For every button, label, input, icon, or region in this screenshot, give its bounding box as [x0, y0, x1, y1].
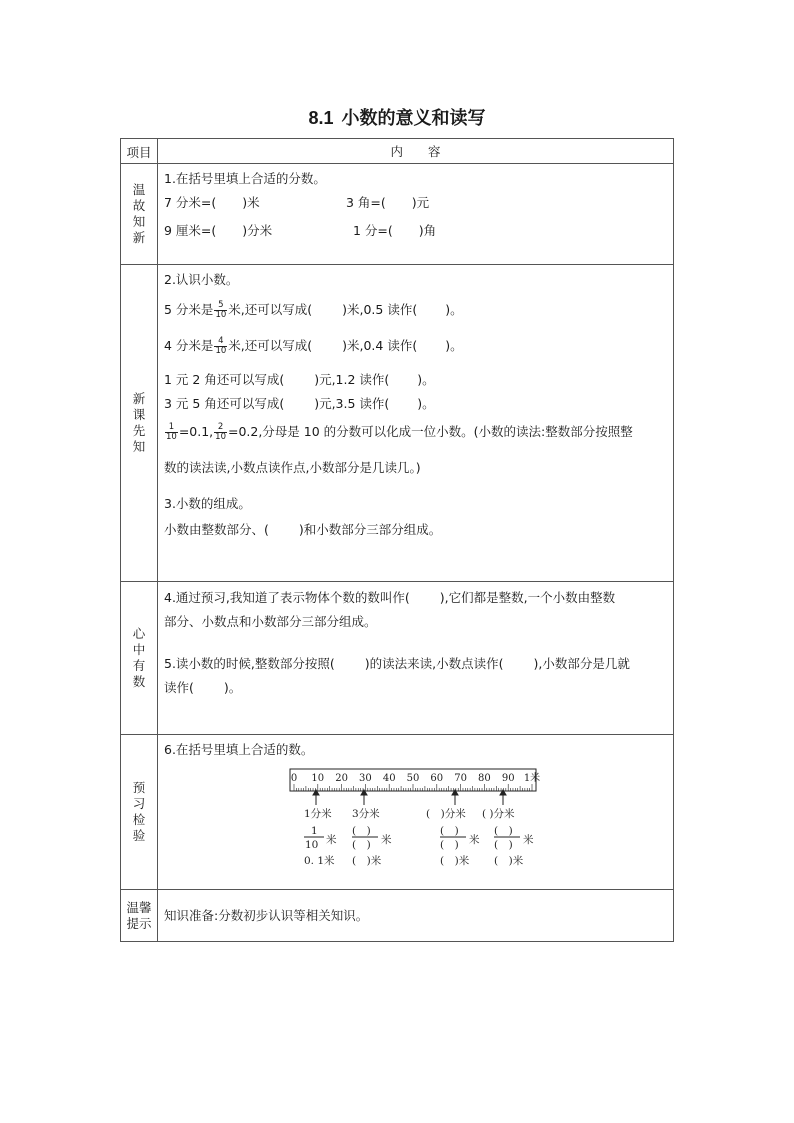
q5-line-2-text-b: )。 [223, 680, 242, 695]
q3-line-1-text-b: )和小数部分三部分组成。 [298, 522, 442, 537]
q5-text-c: ),小数部分是几就 [533, 656, 630, 671]
section-tips-label-cell [121, 890, 158, 942]
col4-frac-den: ( ) [494, 839, 513, 851]
q2-line-4-text-c: )。 [417, 396, 435, 411]
section-review-row [121, 164, 674, 265]
section-review-content [158, 164, 674, 265]
col2-frac-unit: 米 [381, 834, 392, 846]
col4-frac-unit: 米 [523, 834, 534, 846]
fraction-denominator: 10 [215, 346, 227, 356]
section-review-label: 温故知新 [132, 182, 146, 245]
title-text: 小数的意义和读写 [341, 108, 486, 129]
col2-decimal: ( )米 [352, 855, 382, 867]
header-item-cell [121, 139, 158, 164]
q2-line-5-text-a: =0.1, [178, 424, 214, 439]
section-review-label-cell [121, 164, 158, 265]
fraction-denominator: 10 [215, 432, 226, 442]
section-tips-content [158, 890, 674, 942]
section-tips-row [121, 890, 674, 942]
q5-text-a: 5.读小数的时候,整数部分按照( [164, 656, 335, 671]
q2-line-3 [164, 369, 667, 391]
question-1: 1.在括号里填上合适的分数。 [164, 171, 326, 186]
q2-line-2-text-a: 4 分米是 [164, 338, 214, 353]
page-title [0, 104, 794, 130]
ruler-label: 40 [382, 773, 396, 784]
answer-columns [304, 807, 534, 867]
col2-frac-den: ( ) [352, 839, 371, 851]
ruler-arrows [313, 790, 506, 805]
q2-line-4-text-b: )元,3.5 读作( [314, 396, 390, 411]
q1-item-3-right: )分米 [242, 223, 273, 238]
col1-frac-den: 10 [305, 839, 319, 851]
col3-frac-unit: 米 [469, 834, 480, 846]
question-2: 2.认识小数。 [164, 272, 239, 287]
question-6: 6.在括号里填上合适的数。 [164, 742, 314, 757]
q3-line-1-text-a: 小数由整数部分、( [164, 522, 269, 537]
col2-top: 3分米 [352, 808, 380, 820]
title-number: 8.1 [308, 108, 334, 128]
question-5-line-1 [164, 652, 667, 676]
ruler-label: 90 [501, 773, 515, 784]
fraction-5-10 [214, 301, 227, 320]
question-1-line-1 [164, 192, 667, 214]
section-summary-label: 心中有数 [132, 626, 146, 689]
col2-frac-num: ( ) [352, 825, 371, 837]
question-4-line-1 [164, 586, 667, 610]
q2-line-3-text-a: 1 元 2 角还可以写成( [164, 372, 285, 387]
q2-line-1 [164, 299, 667, 321]
q1-item-2-right: )元 [411, 195, 430, 210]
ruler-labels [291, 771, 540, 784]
q1-item-4-left: 1 分=( [353, 223, 393, 238]
question-3: 3.小数的组成。 [164, 496, 251, 511]
ruler-label: 50 [406, 773, 420, 784]
q2-line-2-text-c: )米,0.4 读作( [342, 338, 418, 353]
q2-line-3-text-b: )元,1.2 读作( [314, 372, 390, 387]
col3-frac-den: ( ) [440, 839, 459, 851]
header-row [121, 139, 674, 164]
col4-top: ( )分米 [482, 808, 515, 820]
fraction-numerator: 4 [214, 337, 227, 347]
question-5-line-2 [164, 676, 667, 700]
section-check-label-cell [121, 735, 158, 890]
fraction-4-10 [214, 337, 227, 356]
q2-line-2-text-b: 米,还可以写成( [228, 338, 313, 353]
q2-line-3-text-c: )。 [417, 372, 435, 387]
section-summary-content [158, 582, 674, 735]
q2-line-6: 数的读法读,小数点读作点,小数部分是几读几。) [164, 460, 421, 475]
header-content-label: 内 容 [390, 144, 441, 159]
ruler-label: 20 [335, 773, 348, 784]
col3-top: ( )分米 [426, 808, 466, 820]
section-check-label: 预习检验 [132, 780, 146, 843]
fraction-denominator: 10 [215, 310, 227, 320]
col1-top: 1分米 [304, 808, 332, 820]
q2-line-1-text-b: 米,还可以写成( [228, 302, 313, 317]
col3-frac-num: ( ) [440, 825, 459, 837]
q2-line-1-text-c: )米,0.5 读作( [342, 302, 418, 317]
ruler-label: 80 [478, 773, 491, 784]
tips-text: 知识准备:分数初步认识等相关知识。 [164, 907, 369, 923]
fraction-denominator: 10 [166, 432, 177, 442]
q2-line-2 [164, 335, 667, 357]
q4-text-a: 4.通过预习,我知道了表示物体个数的数叫作( [164, 590, 410, 605]
ruler-label: 30 [359, 773, 372, 784]
section-tips-label: 温馨提示 [126, 899, 152, 931]
section-preview-label: 新课先知 [132, 391, 146, 454]
q2-line-1-text-a: 5 分米是 [164, 302, 214, 317]
q1-item-3-left: 9 厘米=( [164, 223, 217, 238]
fraction-numerator: 1 [165, 423, 178, 433]
ruler-label: 10 [311, 773, 325, 784]
header-item-label: 项目 [126, 144, 152, 160]
ruler-svg [164, 761, 674, 869]
ruler-label: 70 [454, 773, 467, 784]
q4-text-b: ),它们都是整数,一个小数由整数 [439, 590, 616, 605]
section-preview-row [121, 265, 674, 582]
fraction-2-10 [214, 423, 227, 442]
q1-item-1-left: 7 分米=( [164, 195, 217, 210]
col4-decimal: ( )米 [494, 855, 524, 867]
ruler-ticks [294, 784, 532, 791]
section-summary-label-cell [121, 582, 158, 735]
col1-frac-unit: 米 [326, 834, 337, 846]
section-summary-row [121, 582, 674, 735]
fraction-numerator: 2 [214, 423, 227, 433]
q3-line-1 [164, 519, 667, 541]
q2-line-5 [164, 421, 667, 443]
q2-line-1-text-d: )。 [445, 302, 463, 317]
col1-decimal: 0. 1米 [304, 855, 335, 867]
q1-item-2-left: 3 角=( [346, 195, 386, 210]
col3-decimal: ( )米 [440, 855, 470, 867]
col1-frac-num: 1 [311, 825, 318, 837]
q5-text-b: )的读法来读,小数点读作( [364, 656, 504, 671]
ruler-label: 0 [290, 773, 298, 784]
header-content-cell [158, 139, 674, 164]
fraction-1-10 [165, 423, 178, 442]
q5-line-2-text-a: 读作( [164, 680, 194, 695]
question-4-line-2: 部分、小数点和小数部分三部分组成。 [164, 614, 377, 629]
q2-line-4-text-a: 3 元 5 角还可以写成( [164, 396, 285, 411]
ruler-label: 60 [430, 773, 444, 784]
col4-frac-num: ( ) [494, 825, 513, 837]
ruler-label: 1米 [523, 773, 541, 784]
fraction-numerator: 5 [214, 301, 227, 311]
section-check-row [121, 735, 674, 890]
ruler-figure [164, 761, 667, 869]
worksheet-table [120, 138, 674, 942]
question-1-line-2 [164, 220, 667, 242]
q2-line-5-text-b: =0.2,分母是 10 的分数可以化成一位小数。(小数的读法:整数部分按照整 [227, 424, 633, 439]
section-preview-label-cell [121, 265, 158, 582]
q2-line-2-text-d: )。 [445, 338, 463, 353]
q2-line-4 [164, 393, 667, 415]
q1-item-1-right: )米 [242, 195, 260, 210]
section-preview-content [158, 265, 674, 582]
q1-item-4-right: )角 [418, 223, 437, 238]
section-check-content [158, 735, 674, 890]
